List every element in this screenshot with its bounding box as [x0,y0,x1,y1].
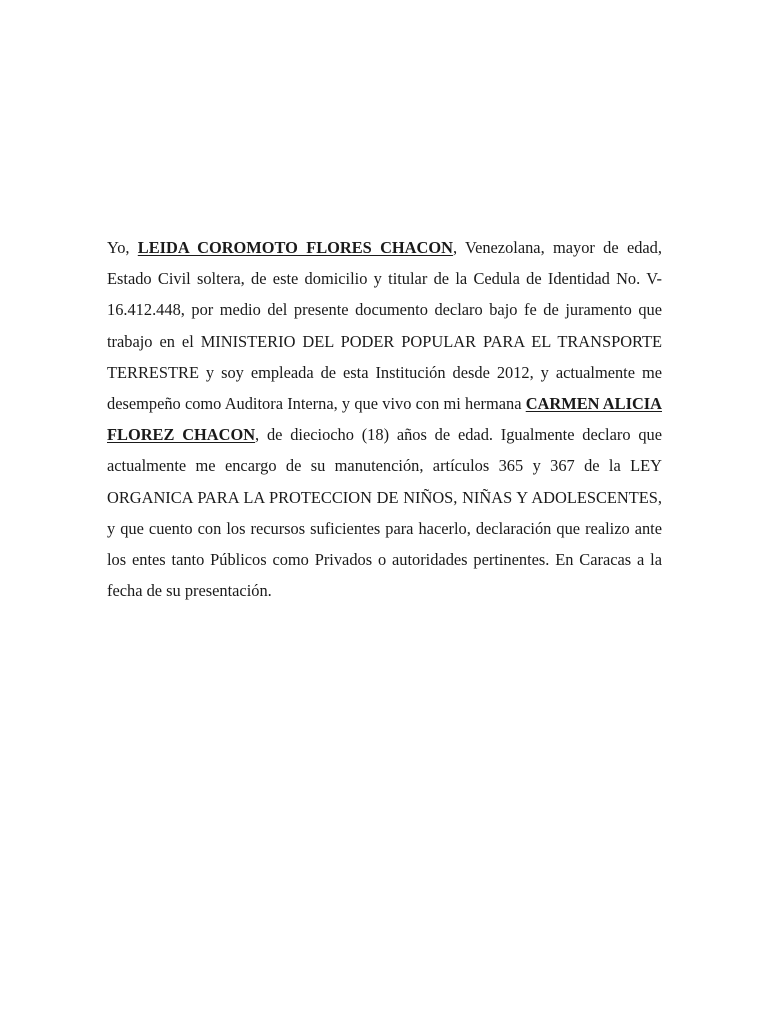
intro-text: Yo, [107,238,138,257]
declarant-name: LEIDA COROMOTO FLORES CHACON [137,238,453,257]
declaration-paragraph [107,232,662,606]
declaration-body-part-2: , de dieciocho (18) años de edad. Igualmente declaro que actualmente me encargo de su manutención, artículos 365 y 367 de la LEY ORGANICA PARA LA PROTECCION DE NIÑOS, NIÑAS Y ADOLESCENTES, y que cuento con los recursos suficientes para hacerlo, declaración que realizo ante los entes tanto Públicos como Privados o autoridades pertinentes. En Caracas a la fecha de su presentación. [107,425,663,601]
sibling-name: CARMEN ALICIA FLOREZ CHACON [107,394,662,445]
declaration-body-part-1: , Venezolana, mayor de edad, Estado Civil soltera, de este domicilio y titular de la Cedula de Identidad No. V-16.412.448, por medio del presente documento declaro bajo fe de juramento que trabajo en el MINISTERIO DEL PODER POPULAR PARA EL TRANSPORTE TERRESTRE y soy empleada de esta Institución desde 2012, y actualmente me desempeño como Auditora Interna, y que vivo con mi hermana [107,238,662,414]
